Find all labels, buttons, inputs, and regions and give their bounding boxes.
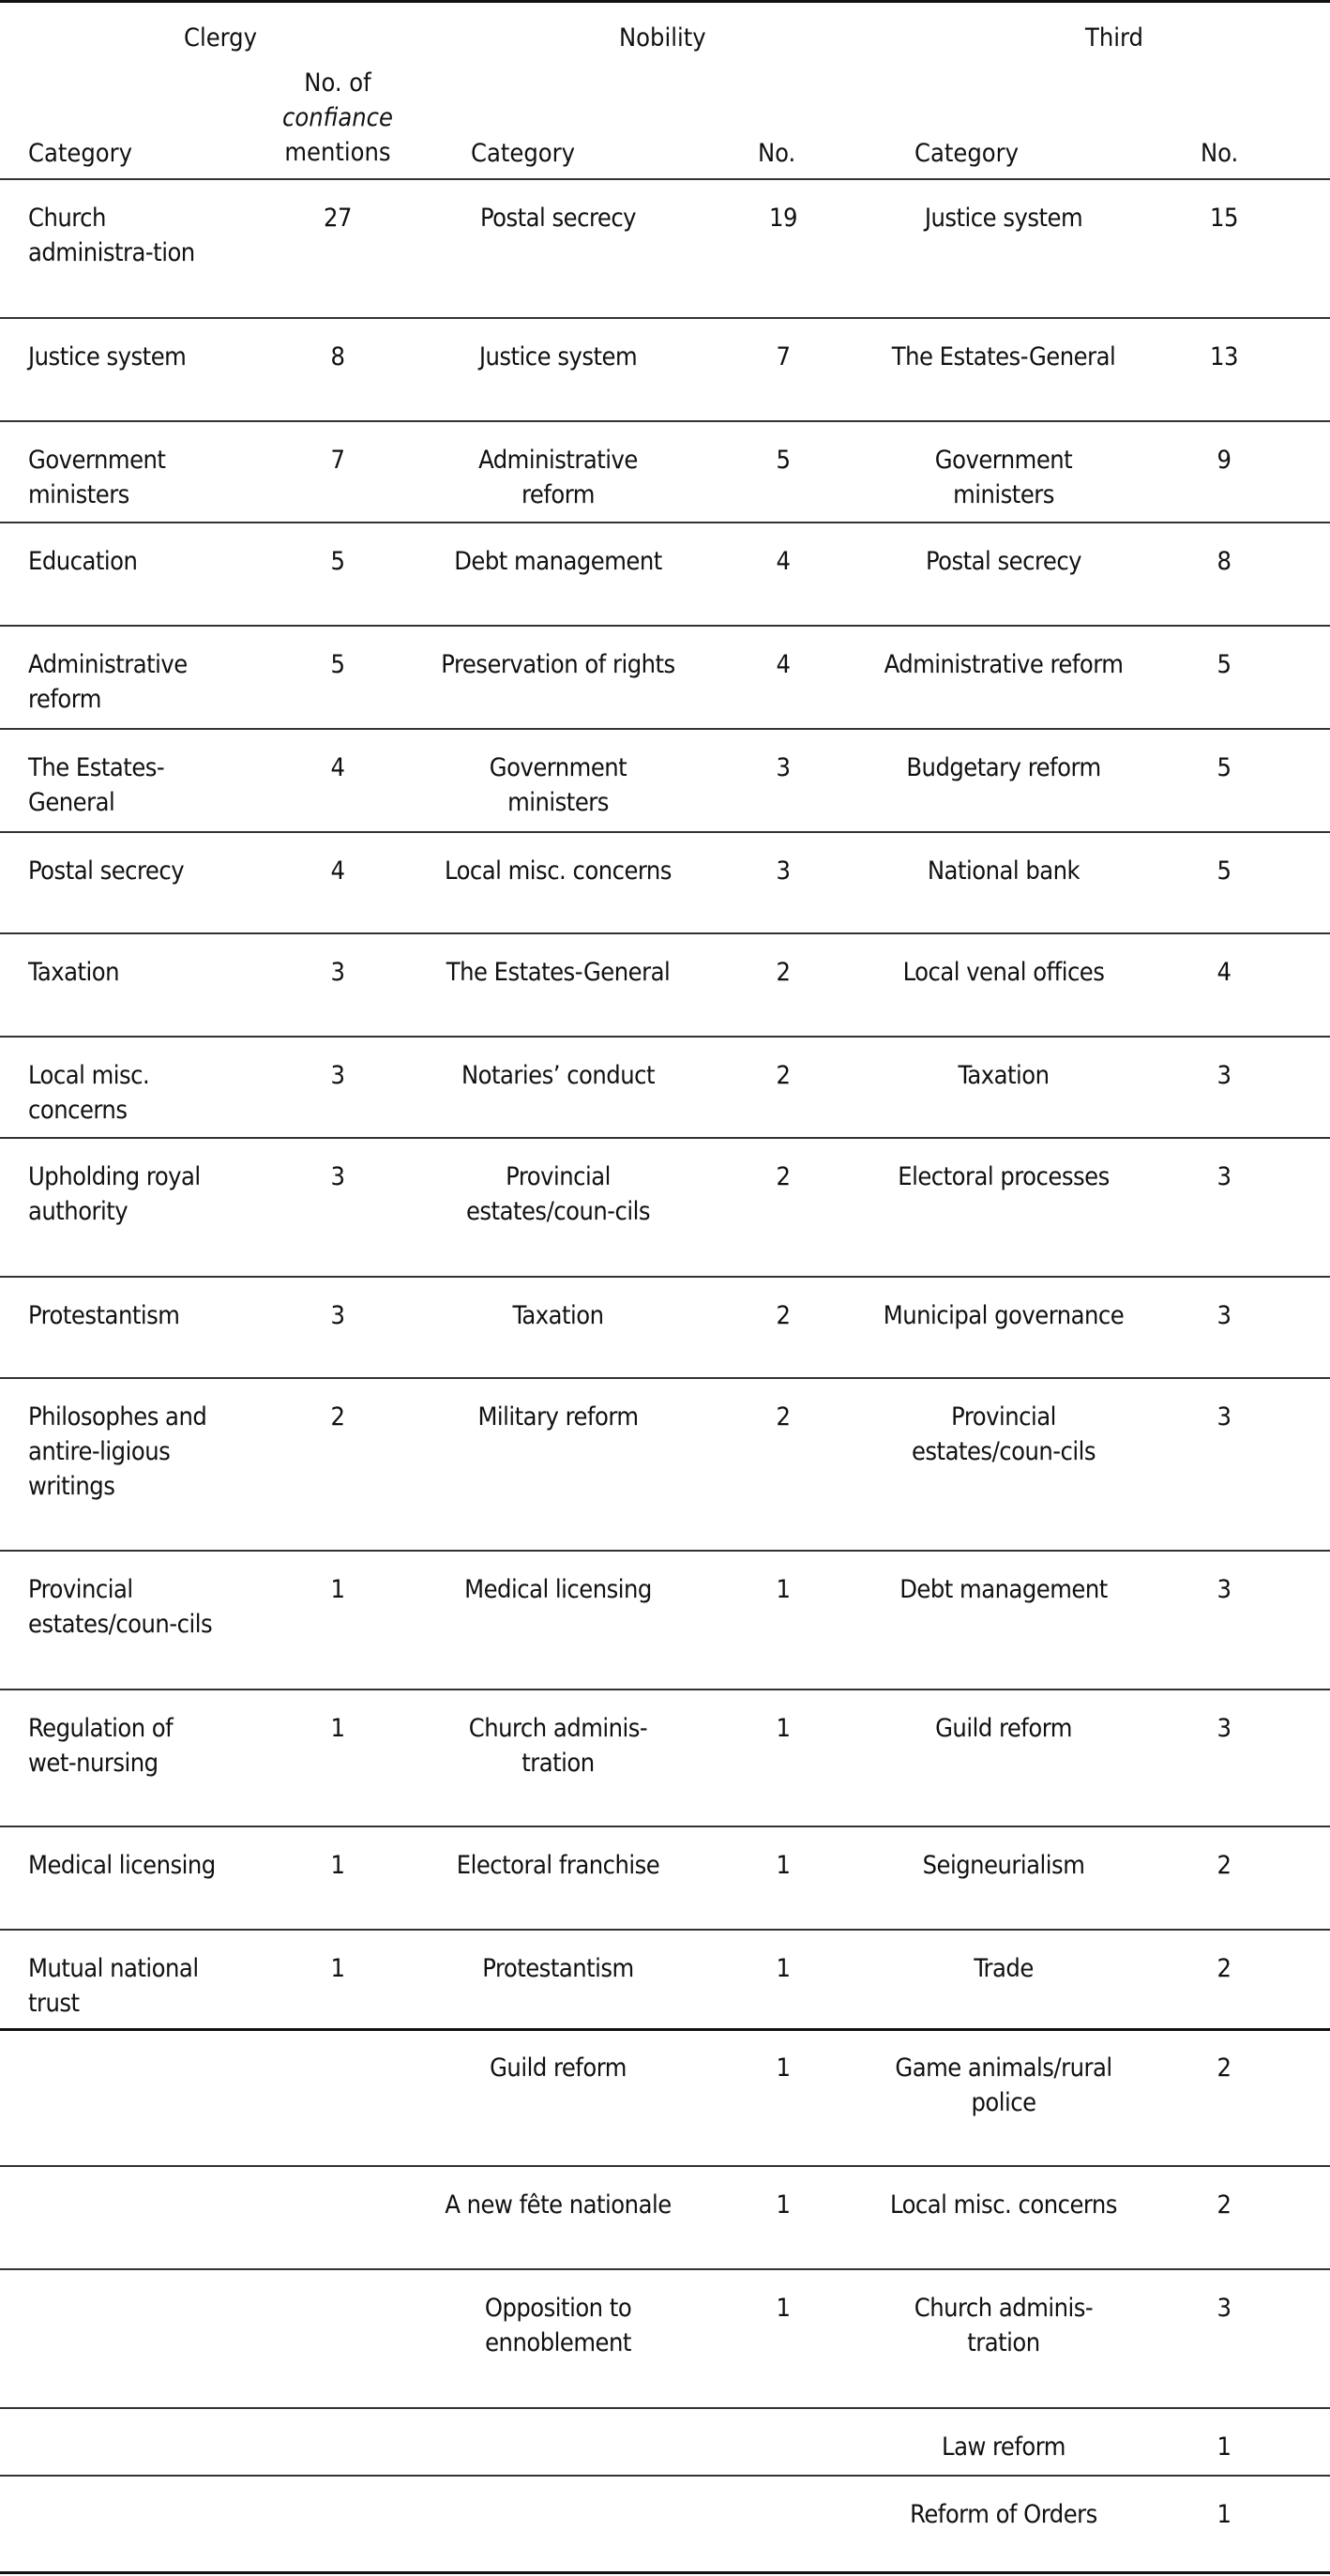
- nobility-category-cell: Preservation of rights: [441, 650, 675, 679]
- nobility-count-cell: 3: [776, 753, 791, 782]
- nobility-count-cell: 1: [776, 2053, 791, 2083]
- row-rule: [0, 1137, 1330, 1139]
- third-count-cell: 2: [1217, 2190, 1232, 2220]
- clergy-category-cell: Local misc. concerns: [28, 1061, 150, 1125]
- third-category-cell: Guild reform: [935, 1714, 1072, 1743]
- clergy-count-cell: 8: [330, 342, 345, 371]
- row-rule: [0, 1689, 1330, 1690]
- col-header-nobility-no: No.: [758, 139, 796, 168]
- third-category-cell: Budgetary reform: [906, 753, 1101, 782]
- clergy-category-cell: Taxation: [28, 958, 120, 987]
- col-header-line: No. of: [304, 68, 371, 98]
- third-count-cell: 3: [1217, 1575, 1232, 1604]
- row-rule: [0, 625, 1330, 627]
- third-count-cell: 3: [1217, 1301, 1232, 1330]
- third-category-cell: The Estates-General: [891, 342, 1116, 371]
- nobility-count-cell: 2: [776, 1402, 791, 1432]
- col-header-clergy-category: Category: [28, 139, 132, 168]
- col-header-nobility-category: Category: [471, 139, 575, 168]
- row-rule: [0, 1377, 1330, 1379]
- third-count-cell: 2: [1217, 2053, 1232, 2083]
- row-rule: [0, 420, 1330, 422]
- col-header-line: confiance: [282, 103, 393, 132]
- nobility-count-cell: 1: [776, 2190, 791, 2220]
- row-rule: [0, 932, 1330, 934]
- nobility-count-cell: 2: [776, 1061, 791, 1090]
- clergy-category-cell: Education: [28, 547, 138, 576]
- row-rule: [0, 317, 1330, 319]
- nobility-count-cell: 4: [776, 650, 791, 679]
- clergy-category-cell: Government ministers: [28, 446, 166, 509]
- clergy-category-cell: Postal secrecy: [28, 856, 185, 886]
- third-category-cell: Provincial estates/coun-cils: [911, 1402, 1096, 1466]
- clergy-category-cell: Protestantism: [28, 1301, 180, 1330]
- clergy-count-cell: 3: [330, 1061, 345, 1090]
- third-count-cell: 15: [1210, 204, 1238, 233]
- clergy-count-cell: 27: [324, 204, 352, 233]
- nobility-category-cell: Opposition to ennoblement: [484, 2294, 632, 2357]
- nobility-count-cell: 5: [776, 446, 791, 475]
- row-rule: [0, 1036, 1330, 1038]
- third-count-cell: 1: [1217, 2500, 1232, 2529]
- col-header-line: mentions: [284, 138, 391, 167]
- clergy-count-cell: 7: [330, 446, 345, 475]
- row-rule: [0, 2475, 1330, 2477]
- nobility-count-cell: 2: [776, 1162, 791, 1191]
- clergy-category-cell: Philosophes and antire-ligious writings: [28, 1402, 207, 1501]
- clergy-category-cell: Medical licensing: [28, 1851, 216, 1880]
- third-count-cell: 1: [1217, 2432, 1232, 2462]
- third-count-cell: 2: [1217, 1954, 1232, 1983]
- top-rule: [0, 0, 1330, 3]
- nobility-count-cell: 19: [769, 204, 797, 233]
- third-count-cell: 3: [1217, 2294, 1232, 2323]
- nobility-category-cell: Government ministers: [489, 753, 627, 817]
- nobility-category-cell: Postal secrecy: [479, 204, 637, 233]
- clergy-count-cell: 2: [330, 1402, 345, 1432]
- clergy-count-cell: 5: [330, 547, 345, 576]
- nobility-category-cell: Medical licensing: [464, 1575, 652, 1604]
- third-category-cell: Church adminis-tration: [914, 2294, 1094, 2357]
- third-category-cell: Game animals/rural police: [895, 2053, 1112, 2117]
- clergy-count-cell: 3: [330, 1162, 345, 1191]
- group-header-clergy: Clergy: [184, 23, 257, 53]
- clergy-count-cell: 4: [330, 856, 345, 886]
- third-count-cell: 13: [1210, 342, 1238, 371]
- clergy-category-cell: Upholding royal authority: [28, 1162, 201, 1226]
- nobility-count-cell: 1: [776, 1954, 791, 1983]
- nobility-count-cell: 1: [776, 1714, 791, 1743]
- nobility-count-cell: 1: [776, 1575, 791, 1604]
- third-category-cell: Taxation: [958, 1061, 1050, 1090]
- nobility-category-cell: Justice system: [478, 342, 638, 371]
- third-category-cell: Law reform: [942, 2432, 1066, 2462]
- nobility-count-cell: 7: [776, 342, 791, 371]
- clergy-count-cell: 1: [330, 1714, 345, 1743]
- clergy-category-cell: Church administra-tion: [28, 204, 195, 267]
- third-count-cell: 4: [1217, 958, 1232, 987]
- row-rule: [0, 1826, 1330, 1827]
- clergy-category-cell: Provincial estates/coun-cils: [28, 1575, 213, 1639]
- third-count-cell: 3: [1217, 1061, 1232, 1090]
- third-category-cell: Local misc. concerns: [890, 2190, 1117, 2220]
- third-count-cell: 3: [1217, 1714, 1232, 1743]
- third-category-cell: Administrative reform: [884, 650, 1124, 679]
- clergy-category-cell: Mutual national trust: [28, 1954, 199, 2018]
- third-category-cell: Seigneurialism: [922, 1851, 1085, 1880]
- col-header-third-no: No.: [1201, 139, 1239, 168]
- row-rule: [0, 2407, 1330, 2409]
- clergy-count-cell: 3: [330, 958, 345, 987]
- row-rule: [0, 522, 1330, 523]
- third-category-cell: Local venal offices: [902, 958, 1105, 987]
- third-count-cell: 3: [1217, 1402, 1232, 1432]
- third-category-cell: Debt management: [899, 1575, 1108, 1604]
- third-category-cell: Electoral processes: [898, 1162, 1110, 1191]
- nobility-category-cell: Notaries’ conduct: [461, 1061, 655, 1090]
- col-header-clergy-count: [281, 66, 394, 170]
- nobility-category-cell: Guild reform: [490, 2053, 627, 2083]
- nobility-count-cell: 3: [776, 856, 791, 886]
- nobility-count-cell: 1: [776, 1851, 791, 1880]
- third-count-cell: 2: [1217, 1851, 1232, 1880]
- row-rule: [0, 2028, 1330, 2031]
- clergy-category-cell: Regulation of wet-nursing: [28, 1714, 174, 1778]
- bottom-rule: [0, 2571, 1330, 2574]
- clergy-count-cell: 3: [330, 1301, 345, 1330]
- row-rule: [0, 1929, 1330, 1931]
- nobility-category-cell: Taxation: [512, 1301, 604, 1330]
- third-count-cell: 3: [1217, 1162, 1232, 1191]
- nobility-count-cell: 1: [776, 2294, 791, 2323]
- third-category-cell: Postal secrecy: [925, 547, 1082, 576]
- third-category-cell: Trade: [974, 1954, 1034, 1983]
- third-category-cell: Municipal governance: [883, 1301, 1125, 1330]
- third-count-cell: 9: [1217, 446, 1232, 475]
- third-category-cell: Justice system: [924, 204, 1083, 233]
- row-rule: [0, 2165, 1330, 2167]
- group-header-nobility: Nobility: [619, 23, 706, 53]
- nobility-count-cell: 2: [776, 958, 791, 987]
- nobility-category-cell: Church adminis-tration: [468, 1714, 648, 1778]
- clergy-category-cell: Administrative reform: [28, 650, 188, 714]
- third-category-cell: Government ministers: [934, 446, 1073, 509]
- row-rule: [0, 831, 1330, 833]
- nobility-category-cell: The Estates-General: [446, 958, 671, 987]
- third-count-cell: 8: [1217, 547, 1232, 576]
- clergy-category-cell: The Estates-General: [28, 753, 165, 817]
- third-count-cell: 5: [1217, 753, 1232, 782]
- nobility-category-cell: Local misc. concerns: [445, 856, 672, 886]
- nobility-count-cell: 2: [776, 1301, 791, 1330]
- nobility-category-cell: Military reform: [477, 1402, 639, 1432]
- clergy-count-cell: 5: [330, 650, 345, 679]
- clergy-count-cell: 1: [330, 1575, 345, 1604]
- third-category-cell: Reform of Orders: [910, 2500, 1097, 2529]
- nobility-category-cell: Protestantism: [482, 1954, 634, 1983]
- header-rule: [0, 178, 1330, 180]
- clergy-count-cell: 1: [330, 1851, 345, 1880]
- nobility-category-cell: A new fête nationale: [445, 2190, 672, 2220]
- clergy-count-cell: 4: [330, 753, 345, 782]
- col-header-third-category: Category: [914, 139, 1019, 168]
- third-count-cell: 5: [1217, 856, 1232, 886]
- nobility-category-cell: Debt management: [454, 547, 662, 576]
- row-rule: [0, 2268, 1330, 2270]
- clergy-category-cell: Justice system: [28, 342, 187, 371]
- third-count-cell: 5: [1217, 650, 1232, 679]
- nobility-count-cell: 4: [776, 547, 791, 576]
- nobility-category-cell: Administrative reform: [478, 446, 638, 509]
- row-rule: [0, 1550, 1330, 1552]
- nobility-category-cell: Electoral franchise: [456, 1851, 660, 1880]
- clergy-count-cell: 1: [330, 1954, 345, 1983]
- row-rule: [0, 1276, 1330, 1278]
- nobility-category-cell: Provincial estates/coun-cils: [465, 1162, 651, 1226]
- group-header-third: Third: [1085, 23, 1143, 53]
- row-rule: [0, 728, 1330, 730]
- third-category-cell: National bank: [927, 856, 1081, 886]
